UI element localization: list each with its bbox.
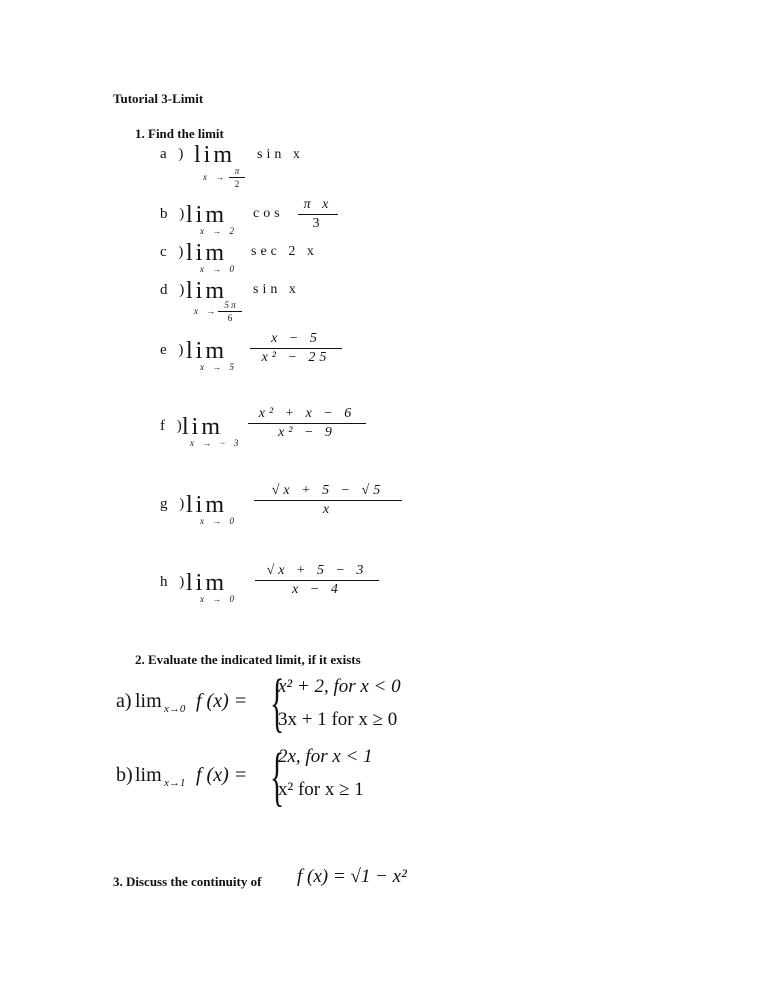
item-e-sub: x → 5: [200, 362, 237, 372]
item-g-frac: [254, 482, 402, 519]
q2b-brace: {: [270, 740, 285, 813]
item-h-label: h ): [160, 574, 189, 590]
item-c-fn: sec 2 x: [251, 244, 318, 259]
item-b-label: b ): [160, 206, 189, 222]
item-c-sub: x → 0: [200, 264, 237, 274]
q2b-lim: lim: [135, 764, 162, 786]
item-a-lim: lim: [194, 142, 236, 168]
item-c-lim: lim: [186, 240, 228, 266]
section-3-heading: 3. Discuss the continuity of: [113, 874, 262, 889]
item-h-frac: [255, 562, 379, 599]
item-h-num: √x + 5 − 3: [266, 563, 368, 578]
page-title: Tutorial 3-Limit: [113, 91, 204, 106]
item-d-label: d ): [160, 282, 189, 298]
item-e-den: x² − 25: [261, 350, 331, 365]
q2a-sub: x→0: [164, 703, 186, 715]
item-h-lim: lim: [186, 570, 228, 596]
item-e-frac: [250, 330, 342, 367]
item-f-frac: [248, 405, 366, 442]
q2a-label: a): [116, 690, 132, 712]
item-a-sub-den: 2: [234, 179, 240, 189]
item-g-label: g ): [160, 496, 189, 512]
item-g-lim: lim: [186, 492, 228, 518]
item-g-num: √x + 5 − √5: [271, 483, 385, 498]
q2a-lim: lim: [135, 690, 162, 712]
item-h-den: x − 4: [292, 582, 342, 597]
item-e-num: x − 5: [271, 331, 321, 346]
item-f-num: x² + x − 6: [258, 406, 356, 421]
q2a-case2: 3x + 1 for x ≥ 0: [278, 709, 398, 730]
q2b-f: f (x) =: [196, 764, 248, 786]
item-a-sub-num: π: [234, 166, 240, 176]
item-b-sub: x → 2: [200, 226, 237, 236]
item-d-sub-num: 5 π: [224, 300, 236, 310]
item-f-sub: x → − 3: [190, 438, 242, 448]
continuity-expr: f (x) = √1 − x²: [297, 866, 407, 887]
q2a-brace: {: [270, 666, 285, 739]
section-2-heading: 2. Evaluate the indicated limit, if it exists: [135, 652, 361, 667]
item-g-den: x: [322, 502, 334, 517]
q2a-f: f (x) =: [196, 690, 248, 712]
item-a-sub-frac: [229, 166, 245, 189]
item-h-sub: x → 0: [200, 594, 237, 604]
item-d-sub-frac: [218, 300, 242, 323]
q2b-sub: x→1: [164, 777, 186, 789]
item-f-lim: lim: [182, 414, 224, 440]
q2a-case1: x² + 2, for x < 0: [278, 676, 401, 697]
item-b-lim: lim: [186, 202, 228, 228]
item-b-frac: [298, 196, 338, 233]
item-d-lim: lim: [186, 278, 228, 304]
item-a-sub: x →: [203, 172, 228, 182]
item-a-fn: sin x: [257, 147, 304, 162]
item-b-fn: cos: [253, 206, 284, 221]
item-e-lim: lim: [186, 338, 228, 364]
item-e-label: e ): [160, 342, 188, 358]
item-d-fn: sin x: [253, 282, 300, 297]
q2b-case1: 2x, for x < 1: [278, 746, 373, 767]
item-f-label: f ): [160, 418, 186, 434]
item-d-sub-den: 6: [227, 313, 233, 323]
item-b-den: 3: [312, 216, 324, 231]
q2b-label: b): [116, 764, 133, 786]
item-a-label: a ): [160, 146, 188, 162]
item-c-label: c ): [160, 244, 188, 260]
section-1-heading: 1. Find the limit: [135, 126, 224, 141]
q2b-case2: x² for x ≥ 1: [278, 779, 364, 800]
item-b-num: π x: [303, 197, 333, 212]
item-d-sub: x →: [194, 306, 219, 316]
item-f-den: x² − 9: [278, 425, 336, 440]
item-g-sub: x → 0: [200, 516, 237, 526]
